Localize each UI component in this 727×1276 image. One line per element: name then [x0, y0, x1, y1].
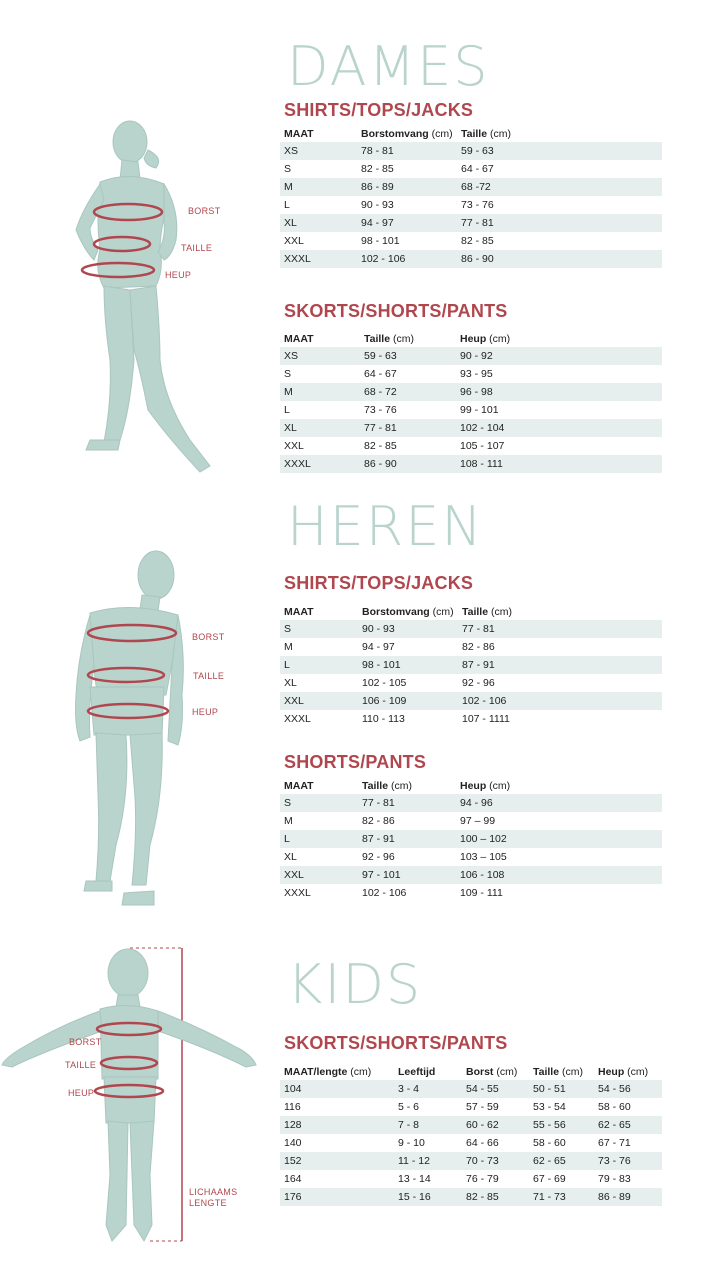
section-title-dames: DAMES — [287, 35, 490, 98]
table-cell: 73 - 76 — [461, 199, 494, 211]
table-cell: 82 - 86 — [462, 641, 495, 653]
column-header — [394, 1063, 462, 1080]
dames-shorts-title: SKORTS/SHORTS/PANTS — [284, 301, 508, 321]
table-cell: XXL — [280, 692, 358, 710]
table-cell: S — [280, 794, 358, 812]
table-cell: 5 - 6 — [398, 1101, 420, 1113]
column-header-name: Borst — [466, 1065, 494, 1078]
table-row — [280, 365, 662, 383]
table-row — [280, 884, 662, 902]
table-cell: 76 - 79 — [466, 1173, 499, 1185]
table-cell: 97 – 99 — [460, 815, 496, 827]
table-cell: 68 - 72 — [360, 383, 456, 401]
table-cell: 128 — [280, 1116, 394, 1134]
table-cell: 67 - 69 — [533, 1173, 566, 1185]
table-header-row — [280, 1063, 662, 1080]
table-cell: 59 - 63 — [457, 142, 662, 160]
heren-borst-label: BORST — [192, 632, 225, 642]
table-cell: 109 - 111 — [460, 887, 503, 899]
table-cell: 82 - 85 — [361, 163, 394, 175]
column-header-unit: (cm) — [390, 332, 414, 345]
column-header-unit: (cm) — [624, 1065, 649, 1078]
kids-heup-label: HEUP — [68, 1088, 95, 1098]
table-cell: S — [284, 368, 292, 380]
table-cell: 77 - 81 — [457, 214, 662, 232]
column-header-unit: (cm) — [428, 127, 453, 140]
column-header-name: Taille — [461, 127, 488, 140]
table-row — [280, 674, 662, 692]
kids-shorts-title: SKORTS/SHORTS/PANTS — [284, 1033, 508, 1053]
column-header-name: Taille — [462, 605, 489, 618]
table-cell: M — [284, 815, 293, 827]
table-cell: 59 - 63 — [360, 347, 456, 365]
column-header — [458, 603, 662, 620]
table-cell: 102 - 105 — [362, 677, 407, 689]
table-cell: 86 - 90 — [457, 250, 662, 268]
table-cell: L — [280, 656, 358, 674]
table-cell: 152 — [280, 1152, 394, 1170]
table-cell: 60 - 62 — [462, 1116, 529, 1134]
table-cell: M — [280, 178, 357, 196]
kids-taille-label: TAILLE — [65, 1060, 97, 1070]
table-cell: XL — [284, 851, 297, 863]
table-row — [280, 794, 662, 812]
table-row — [280, 214, 662, 232]
table-row — [280, 455, 662, 473]
table-cell: 70 - 73 — [462, 1152, 529, 1170]
kids-shorts-table — [280, 1063, 662, 1206]
table-cell: 50 - 51 — [529, 1080, 594, 1098]
column-header — [280, 125, 357, 142]
table-row — [280, 812, 662, 830]
table-cell: XL — [280, 419, 360, 437]
table-cell: 11 - 12 — [394, 1152, 462, 1170]
table-cell: 94 - 97 — [362, 641, 395, 653]
table-row — [280, 160, 662, 178]
column-header — [280, 1063, 394, 1080]
column-header-name: Leeftijd — [398, 1065, 436, 1078]
table-cell: XXL — [284, 235, 304, 247]
table-row — [280, 1098, 662, 1116]
column-header — [456, 777, 662, 794]
column-header — [280, 603, 358, 620]
table-cell: 110 - 113 — [362, 713, 405, 725]
column-header-unit: (cm) — [429, 605, 454, 618]
table-cell: 64 - 67 — [364, 368, 397, 380]
table-cell: XXL — [284, 440, 304, 452]
dames-heup-label: HEUP — [165, 270, 192, 280]
kids-lengte-label-1: LICHAAMS — [189, 1187, 238, 1197]
table-cell: XL — [284, 677, 297, 689]
table-cell: 102 - 104 — [456, 419, 662, 437]
table-cell: 57 - 59 — [466, 1101, 499, 1113]
table-cell: 82 - 86 — [362, 815, 395, 827]
column-header — [462, 1063, 529, 1080]
column-header-unit: (cm) — [388, 779, 412, 792]
table-cell: 104 — [280, 1080, 394, 1098]
table-cell: 102 - 106 — [357, 250, 457, 268]
table-cell: 116 — [284, 1101, 301, 1113]
table-row — [280, 178, 662, 196]
column-header-name: Taille — [362, 779, 389, 792]
table-cell: 90 - 92 — [456, 347, 662, 365]
column-header-name: MAAT — [284, 779, 314, 792]
column-header-name: Taille — [533, 1065, 560, 1078]
table-cell: 15 - 16 — [394, 1188, 462, 1206]
table-cell: L — [280, 830, 358, 848]
table-row — [280, 1134, 662, 1152]
table-header-row — [280, 603, 662, 620]
table-row — [280, 437, 662, 455]
table-cell: 73 - 76 — [364, 404, 397, 416]
dames-borst-label: BORST — [188, 206, 221, 216]
column-header-name: MAAT — [284, 332, 314, 345]
column-header-name: Heup — [460, 779, 487, 792]
table-cell: 140 — [284, 1137, 302, 1149]
table-row — [280, 656, 662, 674]
table-cell: 7 - 8 — [394, 1116, 462, 1134]
table-header-row — [280, 330, 662, 347]
table-cell: 93 - 95 — [460, 368, 493, 380]
table-row — [280, 347, 662, 365]
heren-shorts-title: SHORTS/PANTS — [284, 752, 427, 772]
dames-taille-label: TAILLE — [181, 243, 213, 253]
column-header-unit: (cm) — [559, 1065, 583, 1078]
table-cell: 106 - 108 — [456, 866, 662, 884]
table-row — [280, 142, 662, 160]
table-row — [280, 250, 662, 268]
table-cell: XXXL — [280, 250, 357, 268]
table-cell: 82 - 85 — [461, 235, 494, 247]
column-header-name: Heup — [460, 332, 487, 345]
table-row — [280, 1170, 662, 1188]
table-row — [280, 383, 662, 401]
table-cell: M — [284, 641, 293, 653]
column-header-unit: (cm) — [347, 1065, 372, 1078]
man-figure-illustration — [60, 545, 210, 915]
table-cell: XS — [280, 142, 357, 160]
table-cell: 68 -72 — [457, 178, 662, 196]
table-cell: 102 - 106 — [362, 887, 407, 899]
table-cell: XS — [280, 347, 360, 365]
table-cell: L — [284, 404, 290, 416]
column-header-name: MAAT — [284, 127, 314, 140]
table-cell: 62 - 65 — [529, 1152, 594, 1170]
table-cell: XXXL — [280, 455, 360, 473]
table-cell: 98 - 101 — [358, 656, 458, 674]
table-header-row — [280, 125, 662, 142]
table-cell: 58 - 60 — [598, 1101, 631, 1113]
table-cell: 108 - 111 — [456, 455, 662, 473]
table-row — [280, 1080, 662, 1098]
table-cell: 87 - 91 — [458, 656, 662, 674]
column-header-name: MAAT — [284, 605, 314, 618]
table-cell: 100 – 102 — [456, 830, 662, 848]
table-cell: 62 - 65 — [594, 1116, 662, 1134]
table-cell: 64 - 66 — [466, 1137, 499, 1149]
column-header-name: Heup — [598, 1065, 625, 1078]
table-cell: 90 - 93 — [358, 620, 458, 638]
table-cell: 77 - 81 — [458, 620, 662, 638]
column-header — [360, 330, 456, 347]
table-cell: 54 - 55 — [462, 1080, 529, 1098]
table-cell: 107 - 1111 — [462, 713, 510, 725]
table-cell: 55 - 56 — [529, 1116, 594, 1134]
column-header — [280, 777, 358, 794]
table-cell: 9 - 10 — [398, 1137, 425, 1149]
table-cell: 92 - 96 — [462, 677, 495, 689]
kids-lengte-label-2: LENGTE — [189, 1198, 227, 1208]
column-header — [594, 1063, 662, 1080]
table-cell: M — [280, 383, 360, 401]
table-cell: 71 - 73 — [529, 1188, 594, 1206]
table-cell: XXL — [280, 866, 358, 884]
table-cell: 98 - 101 — [361, 235, 400, 247]
table-cell: 77 - 81 — [358, 794, 456, 812]
table-row — [280, 848, 662, 866]
table-header-row — [280, 777, 662, 794]
table-row — [280, 196, 662, 214]
table-cell: 54 - 56 — [594, 1080, 662, 1098]
dames-shorts-table — [280, 330, 662, 473]
column-header-name: Borstomvang — [362, 605, 430, 618]
column-header — [357, 125, 457, 142]
table-cell: 103 – 105 — [460, 851, 507, 863]
table-cell: 176 — [280, 1188, 394, 1206]
dames-shirts-title: SHIRTS/TOPS/JACKS — [284, 100, 474, 120]
column-header — [358, 777, 456, 794]
column-header-name: MAAT/lengte — [284, 1065, 348, 1078]
section-title-kids: KIDS — [287, 953, 423, 1016]
table-cell: 99 - 101 — [460, 404, 499, 416]
table-cell: 77 - 81 — [360, 419, 456, 437]
table-cell: 94 - 97 — [357, 214, 457, 232]
table-cell: 97 - 101 — [358, 866, 456, 884]
heren-shirts-table — [280, 603, 662, 728]
column-header — [456, 330, 662, 347]
table-row — [280, 1188, 662, 1206]
table-cell: 102 - 106 — [458, 692, 662, 710]
table-cell: 87 - 91 — [358, 830, 456, 848]
column-header — [529, 1063, 594, 1080]
table-row — [280, 866, 662, 884]
table-cell: S — [284, 163, 292, 175]
heren-shorts-table — [280, 777, 662, 902]
table-cell: XXXL — [284, 887, 311, 899]
table-cell: 92 - 96 — [362, 851, 395, 863]
table-cell: 164 — [284, 1173, 302, 1185]
table-cell: 94 - 96 — [456, 794, 662, 812]
table-cell: 67 - 71 — [598, 1137, 631, 1149]
table-cell: 58 - 60 — [533, 1137, 566, 1149]
table-row — [280, 620, 662, 638]
table-cell: 105 - 107 — [460, 440, 505, 452]
table-cell: XL — [280, 214, 357, 232]
column-header-unit: (cm) — [487, 127, 511, 140]
column-header-unit: (cm) — [486, 332, 511, 345]
heren-shirts-title: SHIRTS/TOPS/JACKS — [284, 573, 474, 593]
table-cell: 79 - 83 — [598, 1173, 631, 1185]
table-row — [280, 232, 662, 250]
table-row — [280, 692, 662, 710]
table-cell: 90 - 93 — [361, 199, 394, 211]
table-cell: 96 - 98 — [456, 383, 662, 401]
table-cell: 13 - 14 — [398, 1173, 431, 1185]
dames-shirts-table — [280, 125, 662, 268]
table-row — [280, 419, 662, 437]
column-header-unit: (cm) — [486, 779, 511, 792]
table-cell: 64 - 67 — [461, 163, 494, 175]
table-cell: 86 - 90 — [360, 455, 456, 473]
table-cell: S — [280, 620, 358, 638]
table-row — [280, 830, 662, 848]
column-header-unit: (cm) — [488, 605, 512, 618]
table-cell: 106 - 109 — [358, 692, 458, 710]
table-cell: 53 - 54 — [533, 1101, 566, 1113]
table-cell: XXXL — [284, 713, 311, 725]
kids-borst-label: BORST — [69, 1037, 102, 1047]
table-cell: 3 - 4 — [394, 1080, 462, 1098]
table-cell: 82 - 85 — [462, 1188, 529, 1206]
table-row — [280, 710, 662, 728]
table-cell: L — [284, 199, 290, 211]
table-row — [280, 401, 662, 419]
column-header-name: Borstomvang — [361, 127, 429, 140]
heren-taille-label: TAILLE — [193, 671, 225, 681]
column-header-unit: (cm) — [493, 1065, 518, 1078]
column-header — [457, 125, 662, 142]
woman-figure-illustration — [60, 110, 230, 480]
table-cell: 78 - 81 — [357, 142, 457, 160]
column-header — [358, 603, 458, 620]
heren-heup-label: HEUP — [192, 707, 219, 717]
table-cell: 73 - 76 — [594, 1152, 662, 1170]
column-header — [280, 330, 360, 347]
table-cell: 82 - 85 — [364, 440, 397, 452]
table-row — [280, 1116, 662, 1134]
table-cell: 86 - 89 — [357, 178, 457, 196]
table-row — [280, 638, 662, 656]
table-cell: 86 - 89 — [594, 1188, 662, 1206]
table-row — [280, 1152, 662, 1170]
column-header-name: Taille — [364, 332, 391, 345]
section-title-heren: HEREN — [287, 495, 484, 558]
